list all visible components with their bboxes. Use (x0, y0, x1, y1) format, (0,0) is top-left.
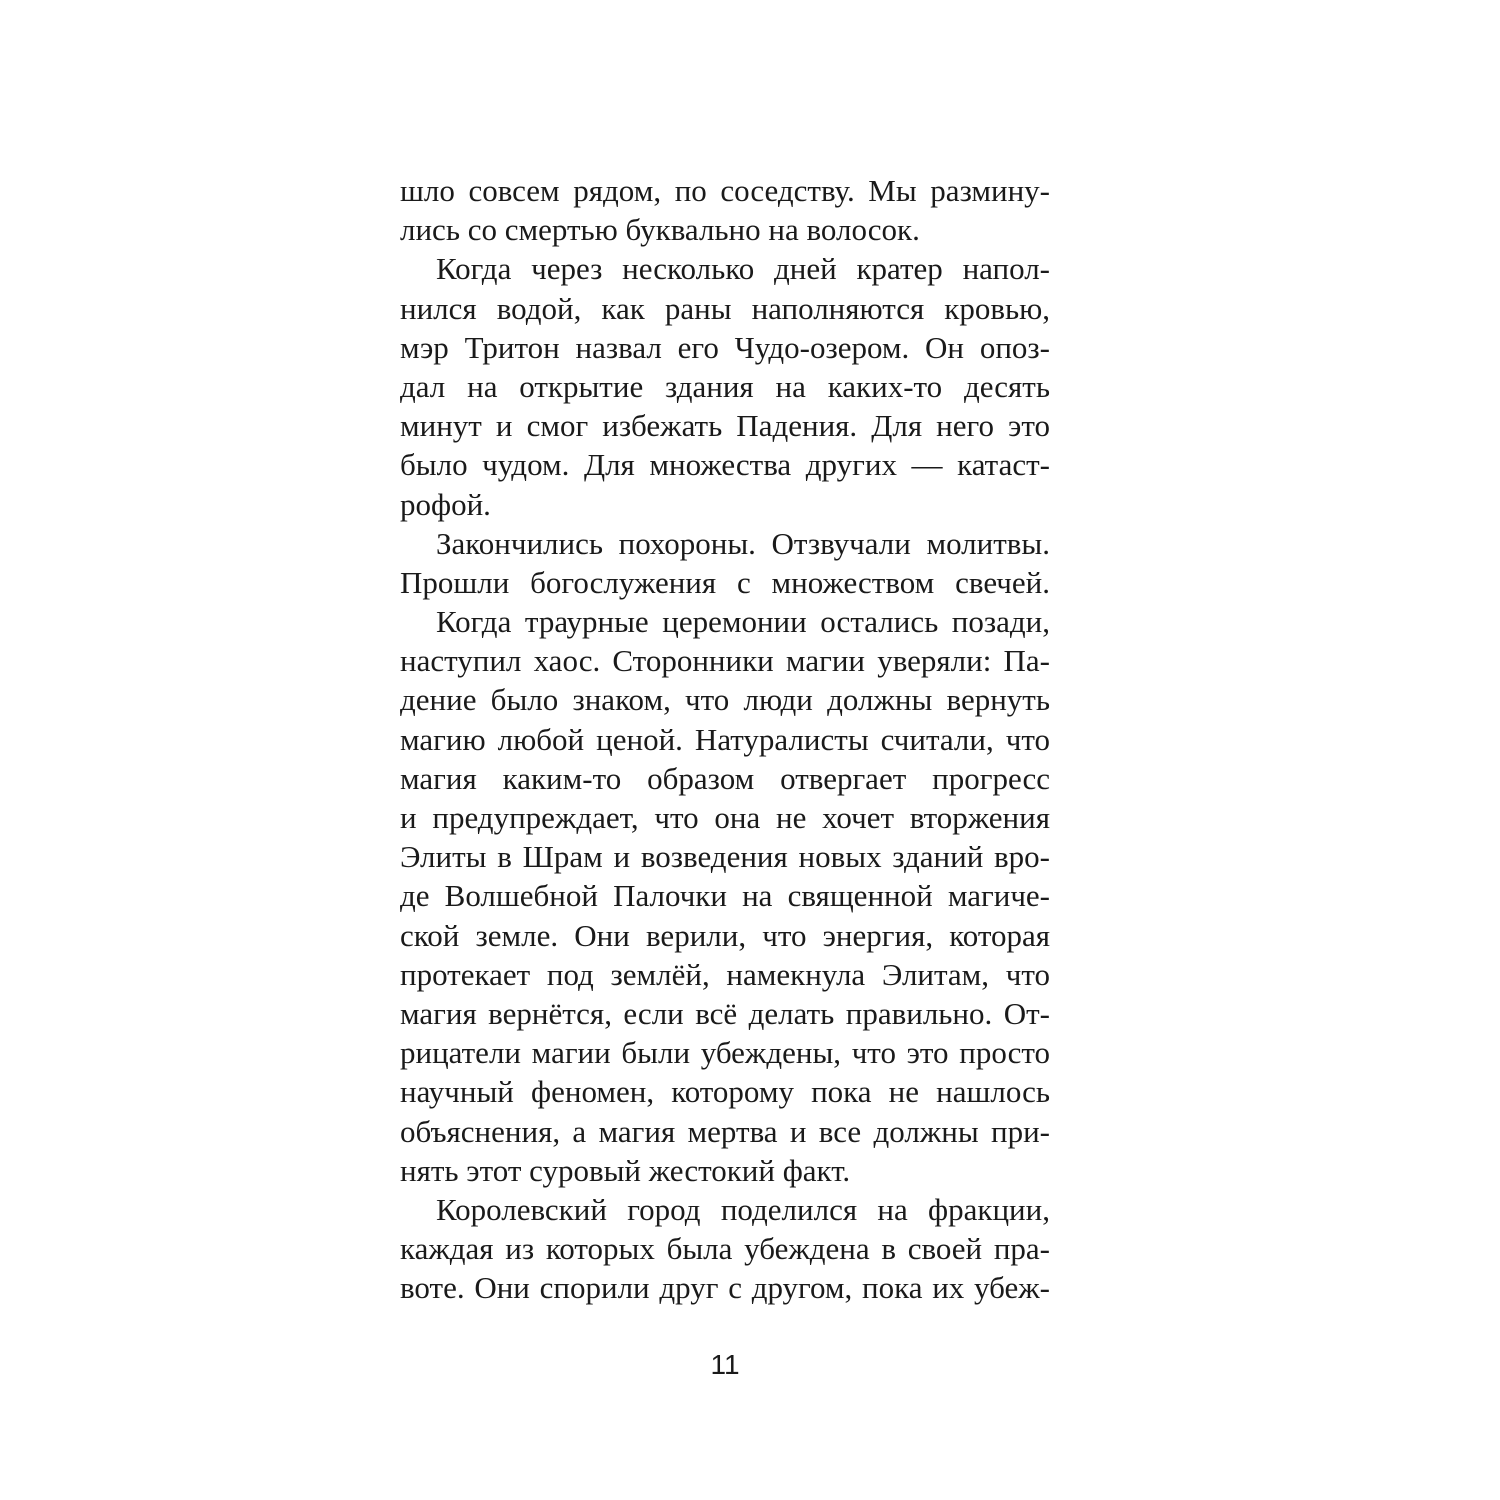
text-line: протекает под землёй, намекнула Элитам, что (400, 956, 1050, 992)
text-line: рофой. (400, 486, 491, 522)
text-line: дение было знаком, что люди должны вернуть (400, 682, 1050, 718)
text-line: объяснения, а магия мертва и все должны при- (400, 1113, 1050, 1149)
text-line: ской земле. Они верили, что энергия, которая (400, 917, 1050, 953)
text-line: научный феномен, которому пока не нашлось (400, 1074, 1050, 1110)
text-line: мэр Тритон назвал его Чудо-озером. Он опоз- (400, 329, 1050, 365)
text-line: дал на открытие здания на каких-то десять (400, 368, 1050, 404)
text-line: Прошли богослужения с множеством свечей. (400, 564, 1050, 600)
text-line: было чудом. Для множества других — катаст- (400, 447, 1050, 483)
text-line: магия вернётся, если всё делать правильно. От- (400, 995, 1050, 1031)
text-line: Когда траурные церемонии остались позади, (436, 604, 1050, 640)
text-line: Когда через несколько дней кратер напол- (436, 251, 1050, 287)
text-line: Закончились похороны. Отзвучали молитвы. (436, 525, 1050, 561)
text-line: воте. Они спорили друг с другом, пока их убеж- (400, 1270, 1050, 1306)
text-line: Элиты в Шрам и возведения новых зданий вро- (400, 839, 1050, 875)
text-line: нился водой, как раны наполняются кровью, (400, 290, 1050, 326)
text-line: минут и смог избежать Падения. Для него это (400, 408, 1050, 444)
text-line: шло совсем рядом, по соседству. Мы размину- (400, 173, 1050, 208)
text-line: нять этот суровый жестокий факт. (400, 1152, 851, 1188)
text-line: Королевский город поделился на фракции, (436, 1191, 1050, 1227)
text-line: и предупреждает, что она не хочет вторжения (400, 800, 1050, 835)
text-line: каждая из которых была убеждена в своей пра- (400, 1231, 1050, 1267)
body-text (400, 171, 1050, 1307)
text-line: лись со смертью буквально на волосок. (400, 212, 920, 248)
page-number: 11 (710, 1349, 740, 1380)
text-line: магия каким-то образом отвергает прогресс (400, 760, 1050, 796)
text-line: де Волшебной Палочки на священной магиче- (400, 878, 1050, 914)
text-line: магию любой ценой. Натуралисты считали, что (400, 721, 1050, 757)
text-line: наступил хаос. Сторонники магии уверяли: Па- (400, 643, 1050, 679)
text-line: рицатели магии были убеждены, что это просто (400, 1035, 1050, 1071)
